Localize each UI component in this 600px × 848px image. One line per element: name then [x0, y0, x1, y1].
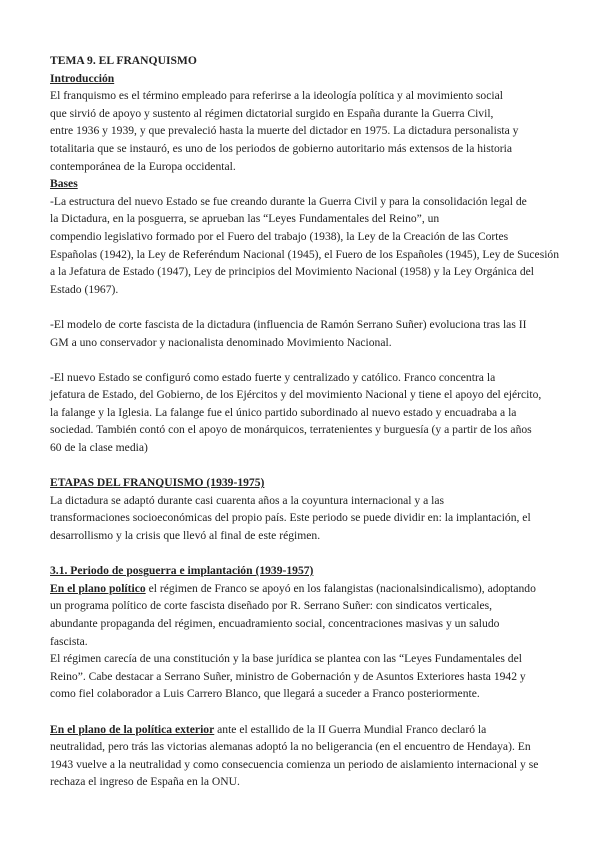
exterior-paragraph — [50, 721, 560, 791]
text-line: La dictadura se adaptó durante casi cuarenta años a la coyuntura internacional y a las — [50, 493, 445, 507]
text-line: Reino”. Cabe destacar a Serrano Suñer, ministro de Gobernación y de Asuntos Exteriores hasta 1942 y — [50, 669, 526, 683]
politico-first-text: el régimen de Franco se apoyó en los falangistas (nacionalsindicalismo), adoptando — [145, 581, 536, 595]
text-line: abundante propaganda del régimen, encuadramiento social, concentraciones masivas y un saludo — [50, 617, 500, 630]
text-line: la Dictadura, en la posguerra, se aprueban las “Leyes Fundamentales del Reino”, un — [50, 212, 440, 226]
text-line: 1943 vuelve a la neutralidad y como consecuencia comienza un periodo de aislamiento internacional y se — [50, 757, 539, 771]
text-line: -El nuevo Estado se configuró como estado fuerte y centralizado y católico. Franco concentra la — [50, 370, 496, 384]
text-line: rechaza el ingreso de España en la ONU. — [50, 775, 240, 789]
text-line: la falange y la Iglesia. La falange fue el único partido subordinado al nuevo estado y encuadraba a la — [50, 405, 517, 419]
text-line: como fiel colaborador a Luis Carrero Blanco, que llegará a suceder a Franco posteriormente. — [50, 687, 480, 701]
intro-heading: Introducción — [50, 71, 115, 85]
spacer — [50, 457, 560, 475]
text-line: Estado (1967). — [50, 282, 119, 296]
text-line: que sirvió de apoyo y sustento al régimen dictatorial surgido en España durante la Guerra Civil, — [50, 106, 494, 120]
section-31-heading: 3.1. Periodo de posguerra e implantación (1939-1957) — [50, 564, 314, 578]
text-line: -La estructura del nuevo Estado se fue creando durante la Guerra Civil y para la consolidación legal de — [50, 194, 527, 208]
politico-label: En el plano político — [50, 581, 146, 595]
politico-paragraph — [50, 580, 560, 703]
text-line: jefatura de Estado, del Gobierno, de los Ejércitos y del movimiento Nacional y tiene el apoyo del ejército, — [50, 388, 542, 402]
etapas-paragraph — [50, 492, 560, 545]
text-line: El franquismo es el término empleado para referirse a la ideología política y al movimiento social — [50, 89, 503, 103]
text-line: GM a uno conservador y nacionalista denominado Movimiento Nacional. — [50, 335, 392, 349]
text-line: 60 de la clase media) — [50, 441, 148, 455]
bases-paragraph-2 — [50, 316, 560, 351]
spacer — [50, 351, 560, 369]
text-line: -El modelo de corte fascista de la dictadura (influencia de Ramón Serrano Suñer) evoluciona tras las II — [50, 317, 527, 331]
bases-paragraph-3 — [50, 369, 560, 457]
text-line: contemporánea de la Europa occidental. — [50, 159, 236, 173]
spacer — [50, 298, 560, 316]
text-line: transformaciones socioeconómicas del propio país. Este periodo se puede dividir en: la implantación, el — [50, 511, 531, 525]
exterior-first-text: ante el estallido de la II Guerra Mundial Franco declaró la — [214, 722, 487, 736]
etapas-heading: ETAPAS DEL FRANQUISMO (1939-1975) — [50, 476, 265, 490]
text-line: a la Jefatura de Estado (1947), Ley de principios del Movimiento Nacional (1958) y la Ley Orgánica del — [50, 265, 534, 279]
spacer — [50, 545, 560, 563]
text-line: entre 1936 y 1939, y que prevaleció hasta la muerte del dictador en 1975. La dictadura personalista y — [50, 124, 519, 138]
page-title: TEMA 9. EL FRANQUISMO — [50, 54, 197, 67]
text-line: desarrollismo y la crisis que llevó al final de este régimen. — [50, 529, 321, 543]
text-line: un programa político de corte fascista diseñado por R. Serrano Suñer: con sindicatos verticales, — [50, 599, 493, 613]
text-line: Españolas (1942), la Ley de Referéndum Nacional (1945), el Fuero de los Españoles (1945), Ley de Sucesión — [50, 247, 560, 261]
text-line: El régimen carecía de una constitución y la base jurídica se plantea con las “Leyes Fundamentales del — [50, 652, 522, 666]
text-line — [50, 580, 560, 598]
text-line: fascista. — [50, 634, 88, 648]
spacer — [50, 703, 560, 721]
text-line: neutralidad, pero trás las victorias alemanas adoptó la no beligerancia (en el encuentro de Hendaya). En — [50, 740, 531, 754]
exterior-label: En el plano de la política exterior — [50, 722, 215, 736]
text-line: compendio legislativo formado por el Fuero del trabajo (1938), la Ley de la Creación de las Cortes — [50, 229, 509, 243]
text-line: totalitaria que se instauró, es uno de los periodos de gobierno autoritario más extensos de la historia — [50, 141, 513, 155]
bases-heading: Bases — [50, 177, 78, 191]
bases-paragraph-1 — [50, 193, 560, 299]
text-line — [50, 721, 560, 739]
intro-paragraph — [50, 87, 560, 175]
text-line: sociedad. También contó con el apoyo de monárquicos, terratenientes y burguesía (y a partir de los años — [50, 423, 532, 437]
